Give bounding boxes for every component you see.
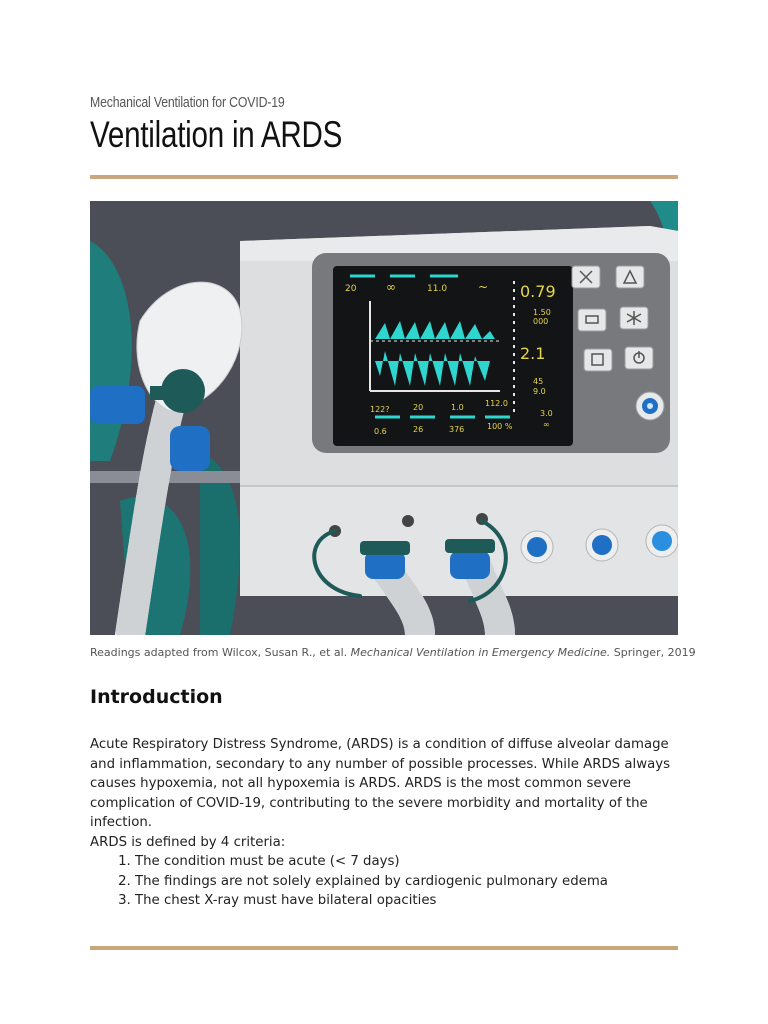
screen-bottom-1-5: 3.0 (540, 409, 553, 418)
screen-bottom-1-2: 20 (413, 403, 424, 412)
document-subtitle: Mechanical Ventilation for COVID-19 (90, 94, 285, 111)
page-title: Ventilation in ARDS (90, 114, 343, 155)
screen-bottom-1-1: 122? (370, 405, 390, 414)
screen-bottom-2-5: ∞ (543, 420, 550, 429)
screen-bottom-2-4: 100 % (487, 422, 513, 431)
screen-bottom-1-4: 112.0 (485, 399, 508, 408)
criteria-item: 1. The condition must be acute (< 7 days) (135, 852, 690, 872)
screen-top-1: 20 (345, 284, 357, 294)
caption-book-title: Mechanical Ventilation in Emergency Medicine. (350, 646, 611, 659)
screen-value-small-1a: 1.50 (533, 308, 551, 317)
panel-button-rect (578, 309, 606, 331)
screen-top-4: ~ (478, 280, 489, 294)
caption-prefix: Readings adapted from Wilcox, Susan R., et al. (90, 646, 351, 659)
screen-value-small-2a: 45 (533, 377, 544, 386)
screen-top-3: 11.0 (427, 284, 448, 294)
screen-top-2: ∞ (386, 280, 396, 294)
caption-suffix: Springer, 2019 (610, 646, 696, 659)
bottom-divider (90, 946, 678, 950)
screen-bottom-1-3: 1.0 (451, 403, 464, 412)
screen-value-small-1b: 000 (533, 317, 549, 326)
intro-paragraph: Acute Respiratory Distress Syndrome, (ARDS) is a condition of diffuse alveolar damage and inflammation, secondary to any number of possible processes. While ARDS always causes hypoxemia, not all hypoxemia is ARDS. ARDS is the most common severe complication of COVID-19, contributing to the severe morbidity and mortality of the infection. (90, 737, 671, 830)
criteria-item: 2. The findings are not solely explained by cardiogenic pulmonary edema (135, 872, 690, 892)
section-heading: Introduction (90, 686, 223, 708)
criteria-list (90, 852, 690, 911)
screen-bottom-2-3: 376 (449, 425, 465, 434)
top-divider (90, 175, 678, 179)
panel-button-triangle (616, 266, 644, 288)
screen-bottom-2-1: 0.6 (374, 427, 387, 436)
criteria-intro: ARDS is defined by 4 criteria: (90, 834, 286, 850)
screen-value-big-2: 2.1 (520, 344, 546, 363)
screen-value-small-2b: 9.0 (533, 387, 546, 396)
figure-caption (90, 646, 696, 659)
ventilator-illustration (90, 201, 678, 635)
criteria-item: 3. The chest X-ray must have bilateral opacities (135, 891, 690, 911)
panel-button-square (584, 349, 612, 371)
screen-value-big-1: 0.79 (520, 282, 556, 301)
section-body (90, 735, 690, 911)
screen-bottom-2-2: 26 (413, 425, 424, 434)
